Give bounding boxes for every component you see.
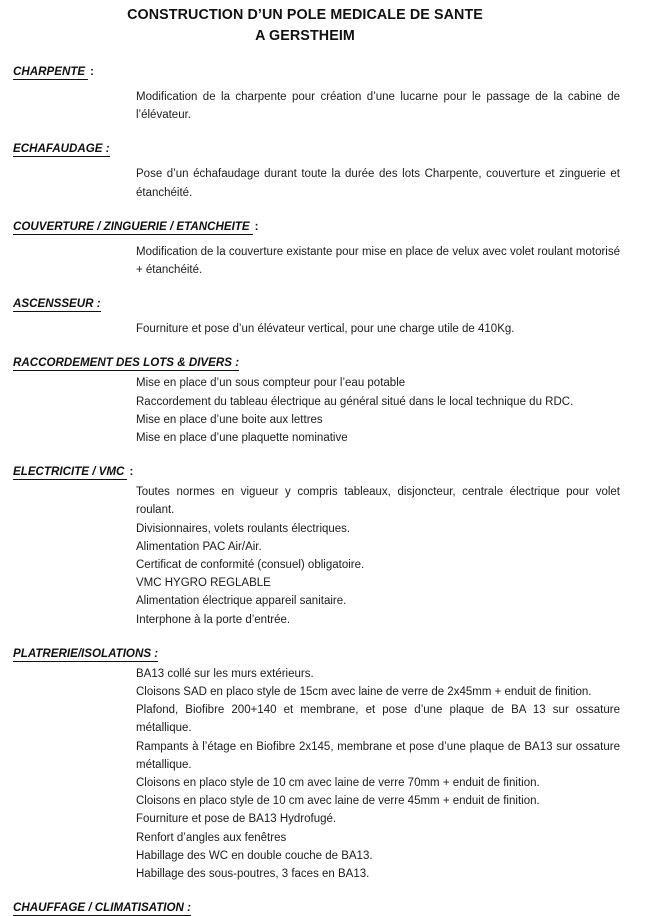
section-heading xyxy=(13,141,622,156)
section-paragraph: Mise en place d’un sous compteur pour l’eau potable xyxy=(136,377,406,390)
page-title-line-1: CONSTRUCTION D’UN POLE MEDICALE DE SANTE xyxy=(127,7,483,23)
section-paragraph: Certificat de conformité (consuel) obligatoire. xyxy=(136,559,365,572)
page-title xyxy=(13,5,622,47)
section-heading-colon: : xyxy=(129,465,134,479)
section-body xyxy=(136,165,620,201)
section-paragraph: Divisionnaires, volets roulants électriques. xyxy=(136,522,351,535)
section-spacer xyxy=(13,883,622,900)
section-heading xyxy=(13,900,622,915)
section-paragraph: BA13 collé sur les murs extérieurs. xyxy=(136,667,314,680)
section-body xyxy=(136,665,620,883)
section-paragraph: Alimentation électrique appareil sanitaire. xyxy=(136,595,347,608)
section-paragraph: Interphone à la porte d’entrée. xyxy=(136,613,291,626)
section-body xyxy=(136,320,620,338)
sections-container xyxy=(13,64,622,915)
section-body xyxy=(136,243,620,279)
section-heading-label: ELECTRICITE / VMC xyxy=(13,465,127,480)
section-heading-label: RACCORDEMENT DES LOTS & DIVERS : xyxy=(13,356,240,370)
section-heading xyxy=(13,646,622,661)
section-heading-label: COUVERTURE / ZINGUERIE / ETANCHEITE xyxy=(13,220,253,235)
section-spacer xyxy=(13,124,622,141)
title-spacer xyxy=(13,47,622,64)
section-spacer xyxy=(13,279,622,296)
section-heading xyxy=(13,355,622,370)
section-paragraph: Fourniture et pose de BA13 Hydrofugé. xyxy=(136,813,337,826)
section-heading xyxy=(13,219,622,234)
section-heading xyxy=(13,464,622,479)
section-paragraph: Mise en place d’une plaquette nominative xyxy=(136,432,348,445)
section-paragraph: Cloisons en placo style de 10 cm avec laine de verre 70mm + enduit de finition. xyxy=(136,777,540,790)
document-section xyxy=(13,296,622,338)
document-section xyxy=(13,141,622,201)
document-section xyxy=(13,900,622,915)
section-paragraph: Modification de la couverture existante pour mise en place de velux avec volet roulant motorisé + étanchéité. xyxy=(136,245,620,277)
section-spacer xyxy=(13,447,622,464)
section-body xyxy=(136,88,620,124)
section-heading xyxy=(13,296,622,311)
section-paragraph: Rampants à l’étage en Biofibre 2x145, membrane et pose d’une plaque de BA13 sur ossature métallique. xyxy=(136,740,620,771)
document-section xyxy=(13,355,622,447)
section-heading-label: PLATRERIE/ISOLATIONS : xyxy=(13,646,159,660)
document-section xyxy=(13,219,622,279)
section-heading-label: ECHAFAUDAGE : xyxy=(13,142,110,156)
section-paragraph: Fourniture et pose d’un élévateur vertical, pour une charge utile de 410Kg. xyxy=(136,323,515,336)
section-spacer xyxy=(13,629,622,646)
section-heading-label: ASCENSSEUR : xyxy=(13,297,101,311)
section-spacer xyxy=(13,202,622,219)
section-paragraph: VMC HYGRO REGLABLE xyxy=(136,577,271,590)
section-body xyxy=(136,374,620,447)
page-title-line-2: A GERSTHEIM xyxy=(255,28,355,44)
section-paragraph: Renfort d’angles aux fenêtres xyxy=(136,831,287,844)
section-paragraph: Alimentation PAC Air/Air. xyxy=(136,540,262,553)
section-paragraph: Pose d’un échafaudage durant toute la durée des lots Charpente, couverture et zinguerie et étanchéité. xyxy=(136,168,620,199)
section-paragraph: Mise en place d’une boite aux lettres xyxy=(136,413,323,426)
section-paragraph: Habillage des WC en double couche de BA13. xyxy=(136,849,373,862)
section-heading-label: CHAUFFAGE / CLIMATISATION : xyxy=(13,901,191,915)
document-section xyxy=(13,64,622,124)
section-paragraph: Cloisons en placo style de 10 cm avec laine de verre 45mm + enduit de finition. xyxy=(136,795,540,808)
section-body xyxy=(136,483,620,629)
section-spacer xyxy=(13,338,622,355)
section-paragraph: Toutes normes en vigueur y compris tableaux, disjoncteur, centrale électrique pour volet roulant. xyxy=(136,486,620,517)
document-section xyxy=(13,464,622,629)
section-heading-label: CHARPENTE xyxy=(13,65,88,80)
section-heading-colon: : xyxy=(254,219,259,233)
section-paragraph: Raccordement du tableau électrique au général situé dans le local technique du RDC. xyxy=(136,395,574,408)
section-heading xyxy=(13,64,622,79)
section-paragraph: Modification de la charpente pour création d’une lucarne pour le passage de la cabine de l’élévateur. xyxy=(136,91,620,122)
section-heading-colon: : xyxy=(90,65,95,78)
document-section xyxy=(13,646,622,883)
section-paragraph: Cloisons SAD en placo style de 15cm avec laine de verre de 2x45mm + enduit de finition. xyxy=(136,686,592,699)
section-paragraph: Habillage des sous-poutres, 3 faces en BA13. xyxy=(136,868,370,881)
section-paragraph: Plafond, Biofibre 200+140 et membrane, et pose d’une plaque de BA 13 sur ossature métallique. xyxy=(136,704,620,735)
